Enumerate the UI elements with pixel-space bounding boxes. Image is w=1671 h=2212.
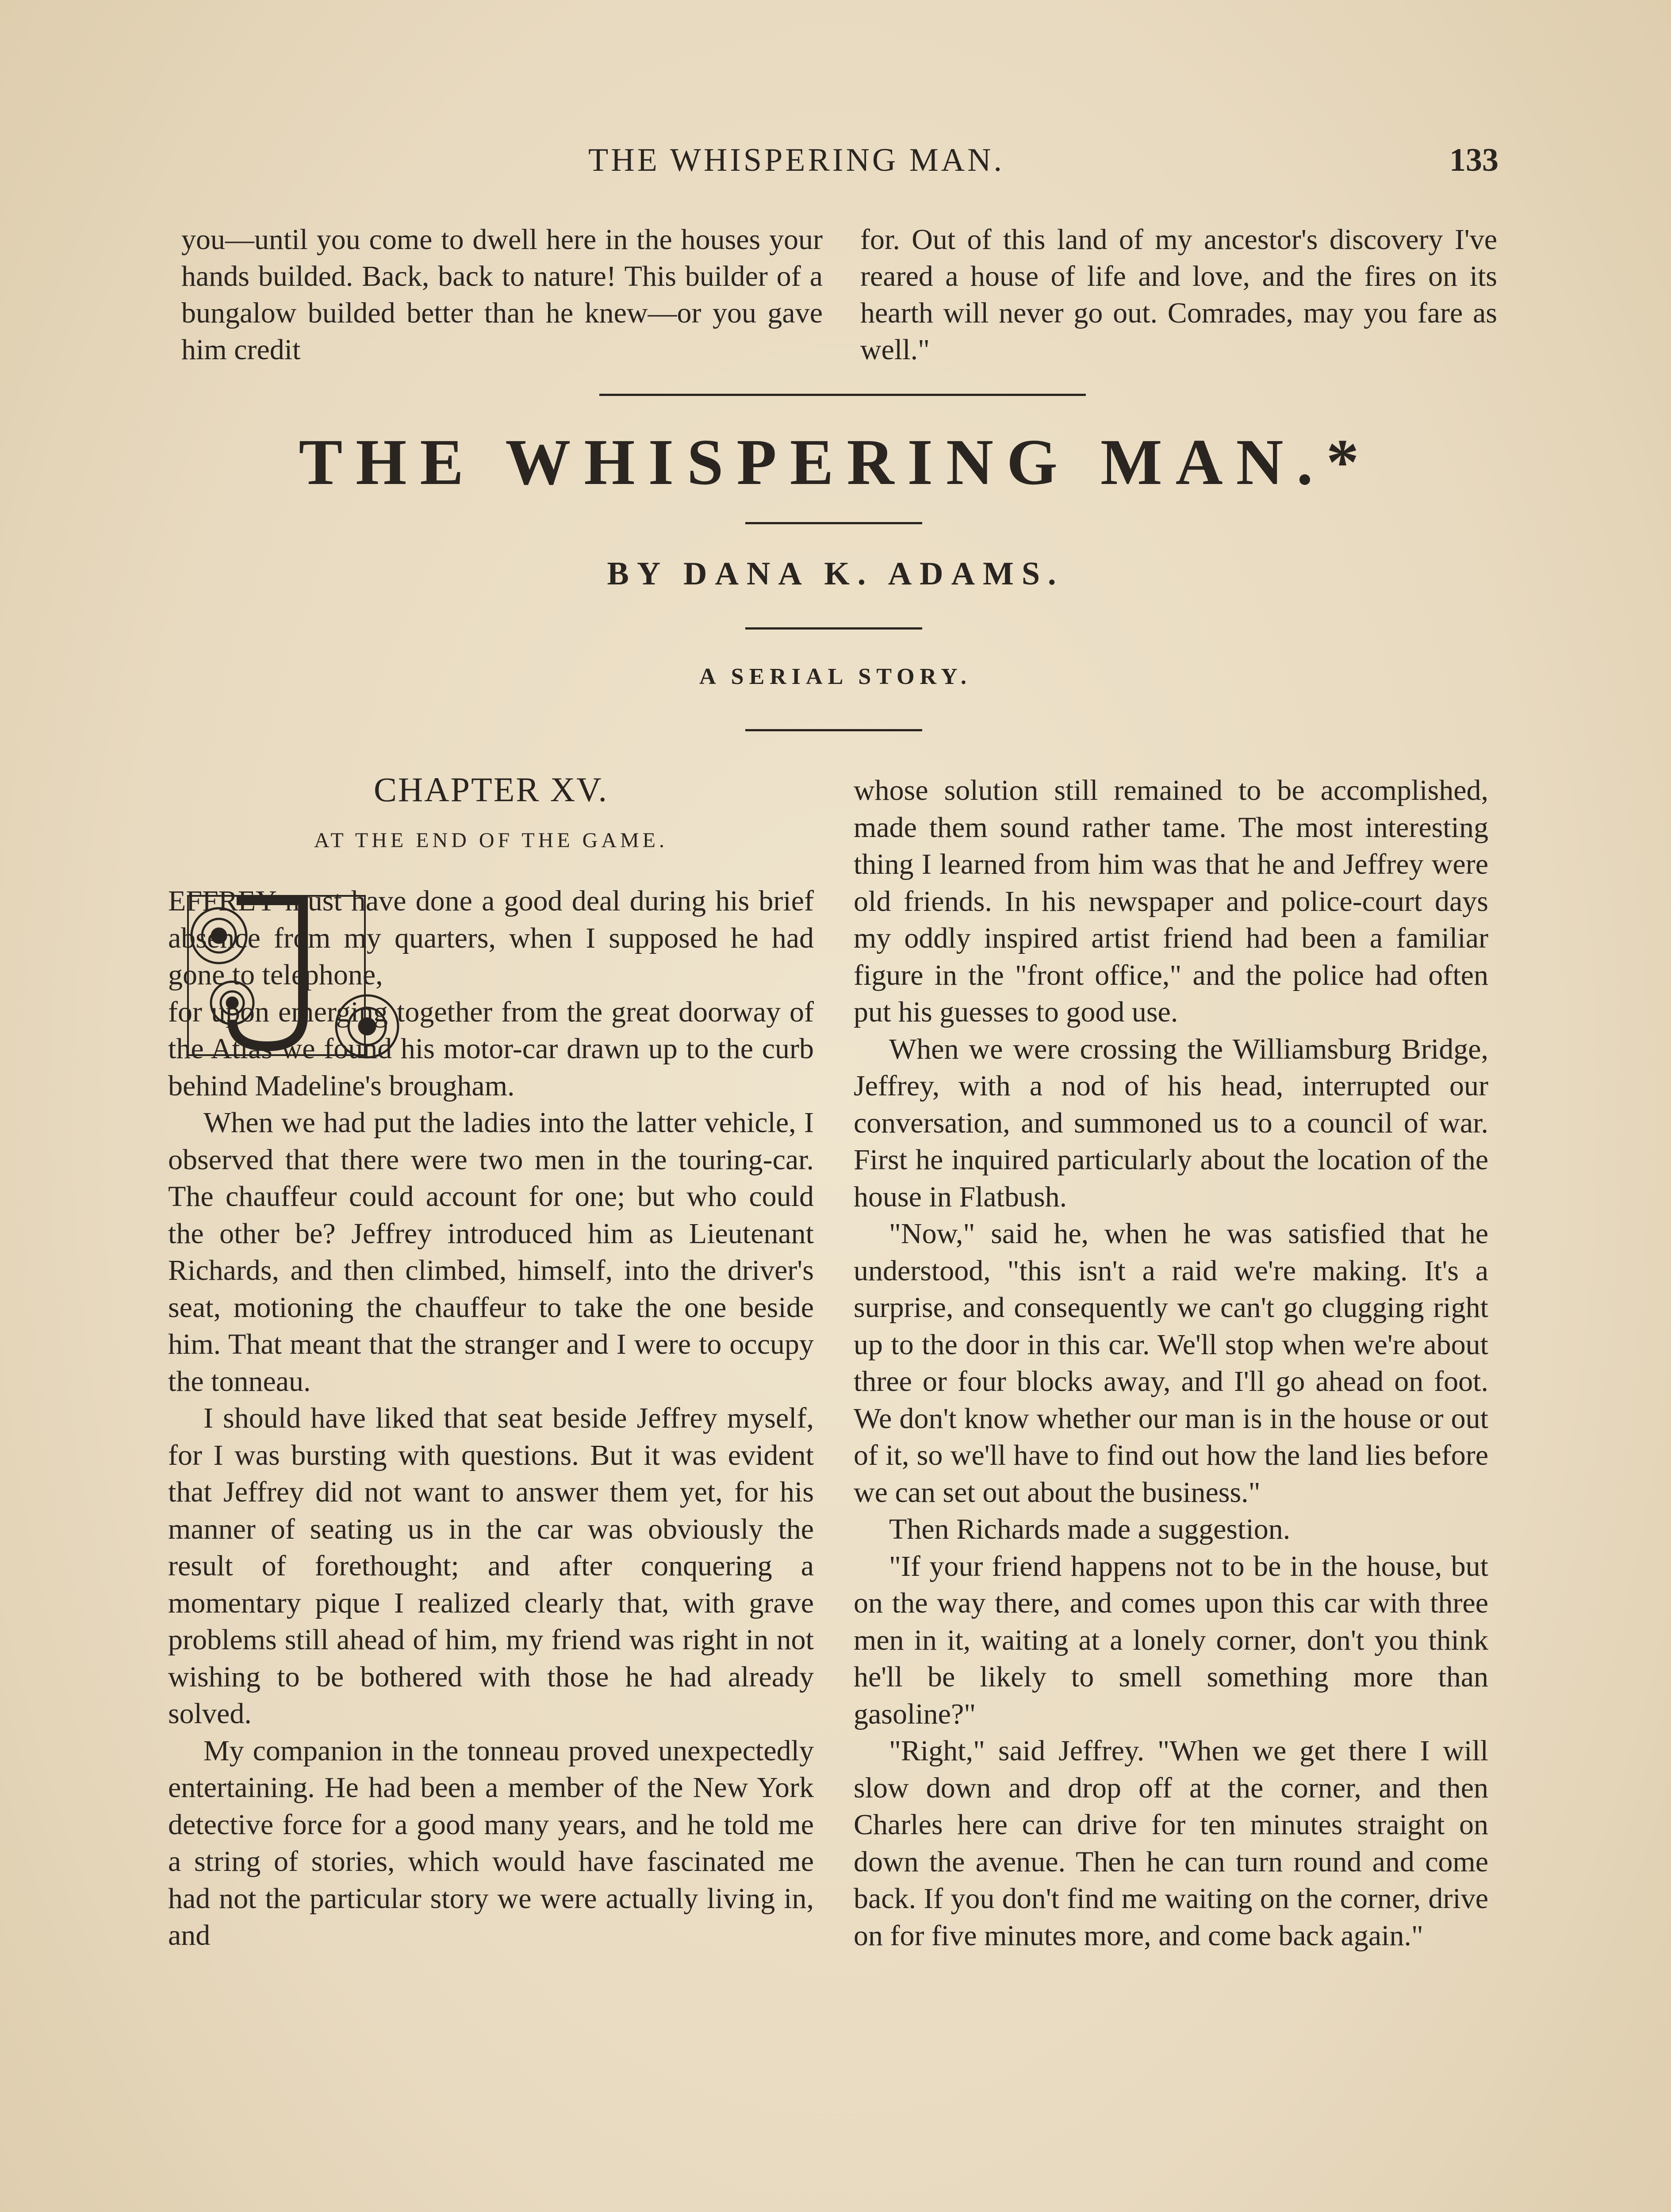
previous-story-left-column: [181, 221, 823, 368]
title-rule: [745, 522, 922, 524]
section-divider: [599, 394, 1086, 396]
chapter-heading: CHAPTER XV.: [374, 770, 608, 809]
previous-story-right-text: for. Out of this land of my ancestor's discovery I've reared a house of life and love, and the fires on its hearth will never go out. Comrades, may you fare as well.": [860, 223, 1497, 366]
byline-rule: [745, 627, 922, 630]
subtitle-rule: [745, 729, 922, 731]
opening-paragraph-continuation: for upon emerging together from the great doorway of the Atlas we found his motor-car drawn up to the curb behind Madeline's brougham.: [168, 995, 814, 1102]
page-number: 133: [1449, 142, 1499, 178]
chapter-subtitle: AT THE END OF THE GAME.: [314, 829, 668, 852]
paragraph: When we had put the ladies into the latter vehicle, I observed that there were two men in the touring-car. The chauffeur could account for one; but who could the other be? Jeffrey introduced him as Lieutenant Richards, and then climbed, himself, into the driver's seat, motioning the chauffeur to take the one beside him. That meant that the stranger and I were to occupy the tonneau.: [168, 1106, 814, 1398]
paragraph: "Right," said Jeffrey. "When we get there I will slow down and drop off at the corner, and then Charles here can drive for ten minutes straight on down the avenue. Then he can turn round and come back. If you don't find me waiting on the corner, drive on for five minutes more, and come back again.": [854, 1735, 1488, 1952]
previous-story-right-column: [860, 221, 1497, 368]
paragraph: whose solution still remained to be accomplished, made them sound rather tame. The most interesting thing I learned from him was that he and Jeffrey were old friends. In his newspaper and police-court days my oddly inspired artist friend had been a familiar figure in the "front office," and the police had often put his guesses to good use.: [854, 774, 1488, 1028]
previous-story-left-text: you—until you come to dwell here in the houses your hands builded. Back, back to nature! This builder of a bungalow builded better than he knew—or you gave him credit: [181, 223, 823, 366]
paragraph: When we were crossing the Williamsburg Bridge, Jeffrey, with a nod of his head, interrupted our conversation, and summoned us to a council of war. First he inquired particularly about the location of the house in Flatbush.: [854, 1033, 1488, 1213]
paragraph: "Now," said he, when he was satisfied that he understood, "this isn't a raid we're making. It's a surprise, and consequently we can't go clugging right up to the door in this car. We'll stop when we're about three or four blocks away, and I'll go ahead on foot. We don't know whether our man is in the house or out of it, so we'll have to find out how the land lies before we can set out about the business.": [854, 1217, 1488, 1509]
story-left-column: [168, 883, 814, 1954]
story-right-column: [854, 772, 1488, 1954]
byline: BY DANA K. ADAMS.: [607, 556, 1064, 592]
story-title: THE WHISPERING MAN.*: [299, 426, 1372, 499]
paragraph: "If your friend happens not to be in the house, but on the way there, and comes upon this car with three men in it, waiting at a lonely corner, don't you think he'll be likely to smell something more than gasoline?": [854, 1550, 1488, 1730]
paragraph: My companion in the tonneau proved unexpectedly entertaining. He had been a member of the New York detective force for a good many years, and he told me a string of stories, which would have fascinated me had not the particular story we were actually living in, and: [168, 1734, 814, 1951]
running-head: THE WHISPERING MAN.: [588, 142, 1005, 178]
paragraph: Then Richards made a suggestion.: [889, 1513, 1291, 1545]
opening-paragraph-start: EFFREY must have done a good deal during his brief absence from my quarters, when I supposed he had gone to telephone,: [168, 885, 814, 991]
paragraph: I should have liked that seat beside Jeffrey myself, for I was bursting with questions. But it was evident that Jeffrey did not want to answer them yet, for his manner of seating us in the car was obviously the result of forethought; and after conquering a momentary pique I realized clearly that, with grave problems still ahead of him, my friend was right in not wishing to be bothered with those he had already solved.: [168, 1402, 814, 1730]
serial-subtitle: A SERIAL STORY.: [699, 664, 972, 689]
